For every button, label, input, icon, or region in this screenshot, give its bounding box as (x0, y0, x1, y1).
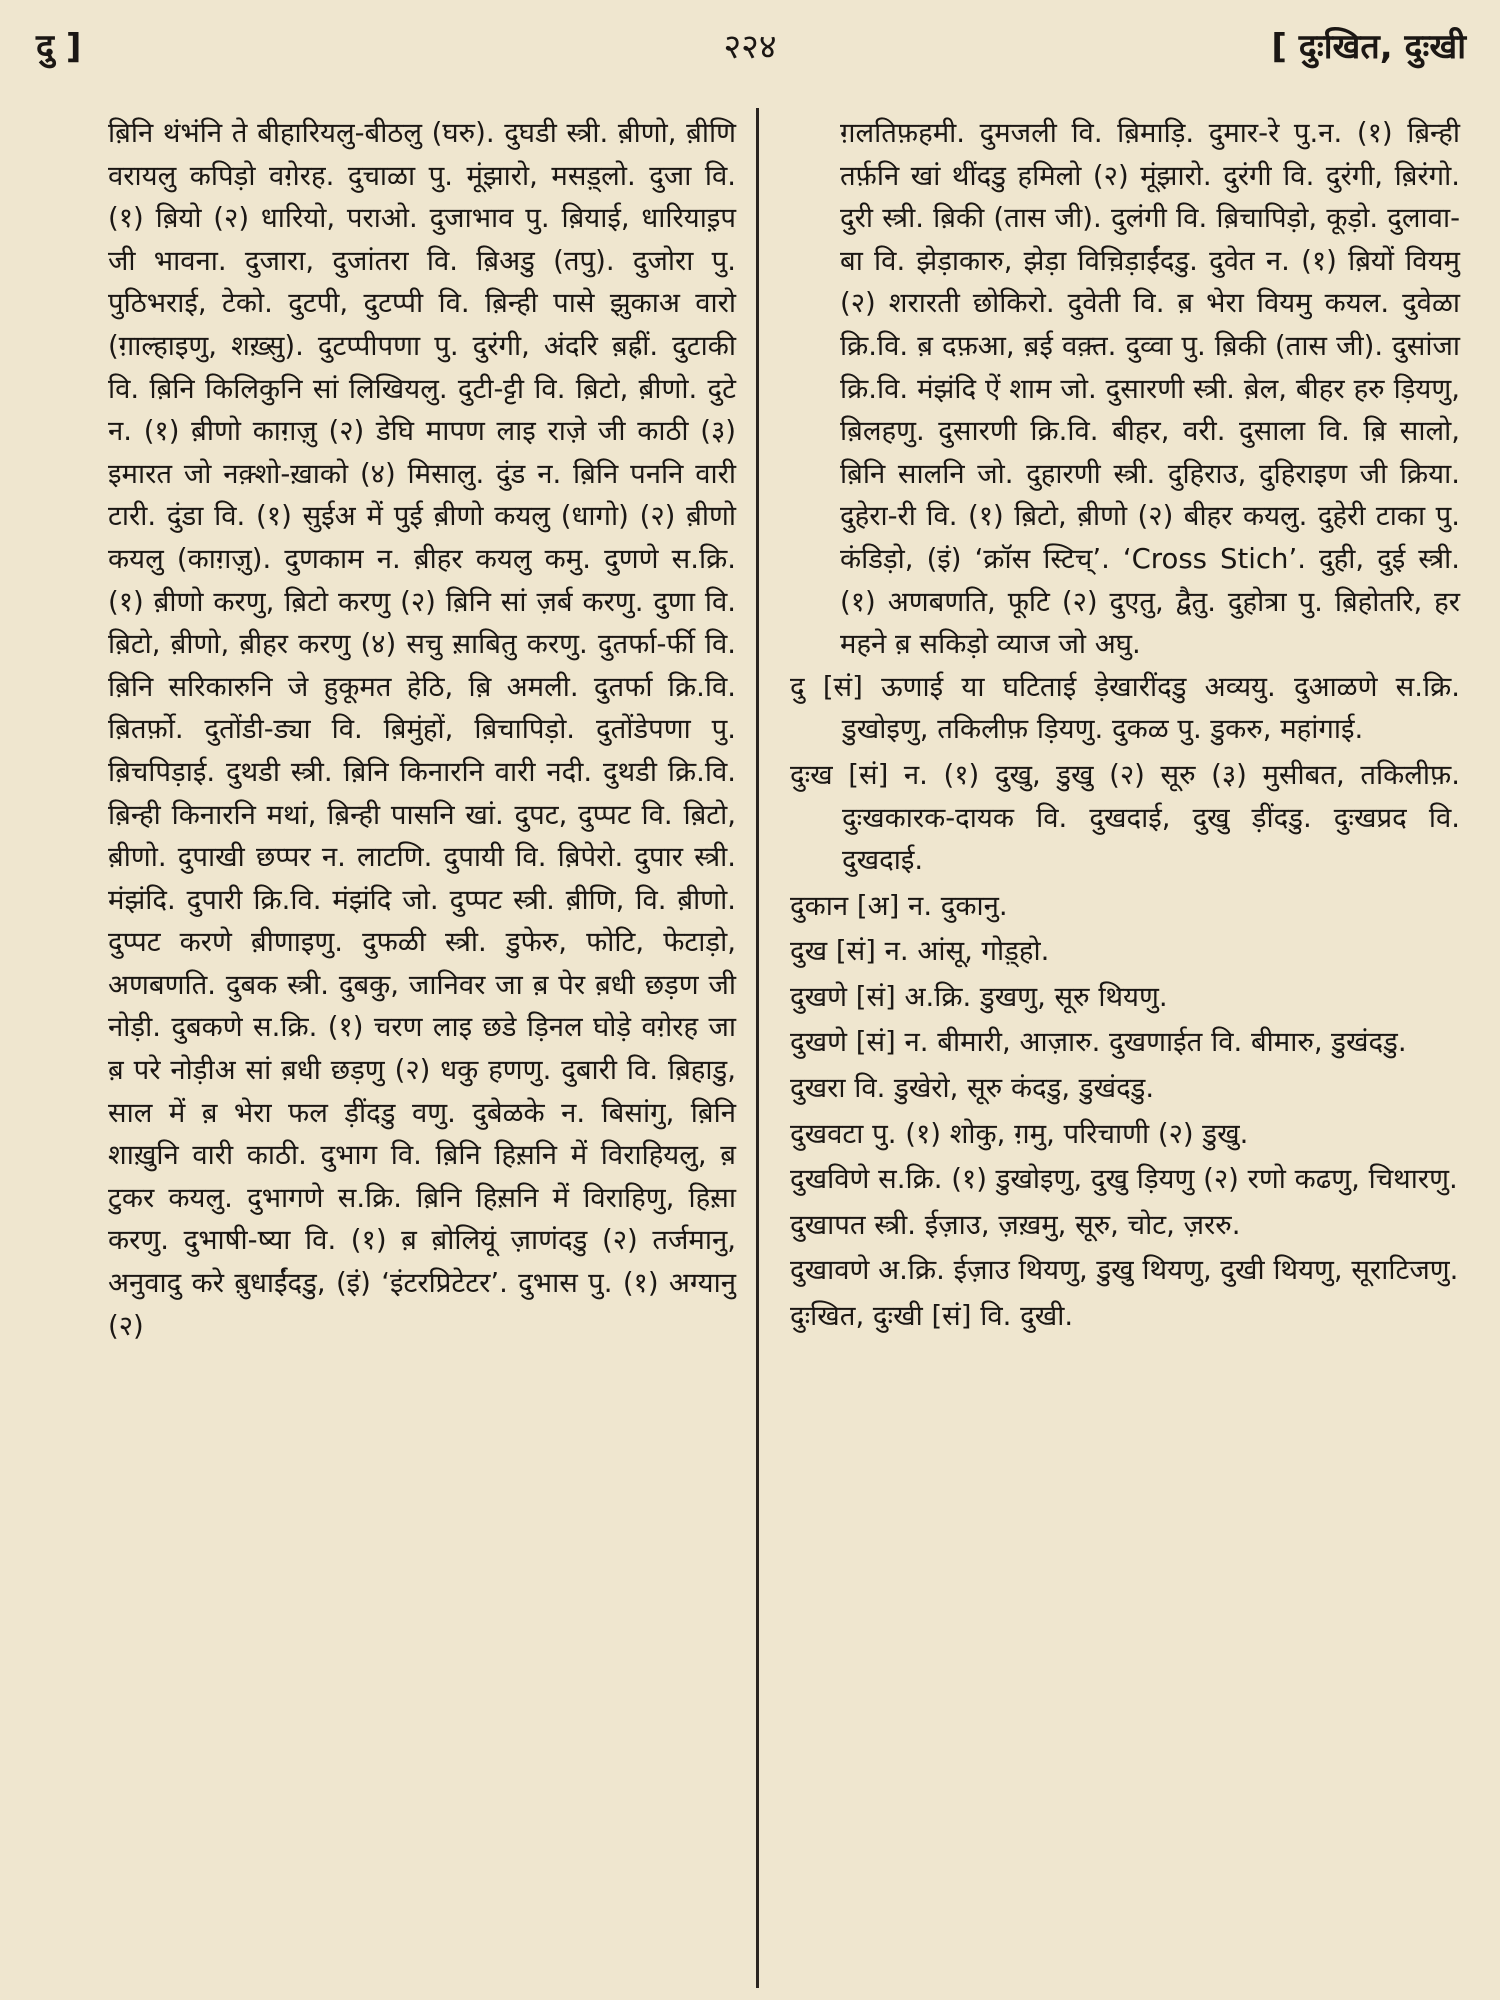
dictionary-entry: दुःख [सं] न. (१) दुखु, डुखु (२) सूरु (३) मुसीबत, तकिलीफ़. दुःखकारक-दायक वि. दुखदाई, दुखु ड़ींदडु. दुःखप्रद वि. दुखदाई. (790, 758, 1460, 877)
left-column (108, 112, 736, 1347)
header-left-guideword: दु ] (36, 27, 82, 67)
dictionary-entry: दु [सं] ऊणाई या घटिताई ड़ेखारींदडु अव्ययु. दुआळणे स.क्रि. डुखोइणु, तकिलीफ़ ड़ियणु. दुकळ पु. डुकरु, महांगाई. (790, 670, 1460, 746)
page-number: २२४ (723, 27, 777, 67)
dictionary-entry: दुखवटा पु. (१) शोकु, ग़मु, परिचाणी (२) डुखु. (790, 1117, 1249, 1150)
header-right-guideword: [ दुःखित, दुःखी (1271, 27, 1466, 67)
dictionary-entry: दुखापत स्त्री. ईज़ाउ, ज़ख़मु, सूरु, चोट, ज़ररु. (790, 1208, 1241, 1241)
dictionary-entry: दुखविणे स.क्रि. (१) डुखोइणु, दुखु ड़ियणु (२) रणो कढणु, चिथारणु. (790, 1163, 1458, 1196)
dictionary-entry: दुखणे [सं] न. बीमारी, आज़ारु. दुखणाईत वि. बीमारु, डुखंदडु. (790, 1026, 1407, 1059)
dictionary-entry: दुख [सं] न. आंसू, गोड़्हो. (790, 935, 1050, 968)
right-column-continuation: ग़लतिफ़हमी. दुमजली वि. ब़िमाड़ि. दुमार-रे पु.न. (१) ब़िन्ही तर्फ़नि खां थींदडु हमिलो (२) मूंझारो. दुरंगी वि. दुरंगी, ब़िरंगो. दुरी स्त्री. ब़िकी (तास जी). दुलंगी वि. ब़िचापिड़ो, कूड़ो. दुलावा-बा वि. झेड़ाकारु, झेड़ा विच़िड़ाईंदडु. दुवेत न. (१) ब़ियों वियमु (२) शरारती छोकिरो. दुवेती वि. ब़ भेरा वियमु कयल. दुवेळा क्रि.वि. ब़ दफ़आ, ब़ई वक़्त. दुव्वा पु. ब़िकी (तास जी). दुसांजा क्रि.वि. मंझंदि ऐं शाम जो. दुसारणी स्त्री. ब़ेल, बीहर हरु ड़ियणु, ब़िलहणु. दुसारणी क्रि.वि. बीहर, वरी. दुसाला वि. ब़ि सालो, ब़िनि सालनि जो. दुहारणी स्त्री. दुहिराउ, दुहिराइण जी क्रिया. दुहेरा-री वि. (१) ब़िटो, ब़ीणो (२) बीहर कयलु. दुहेरी टाका पु. कंडिड़ो, (इं) ‘क्रॉस स्टिच्’. ‘Cross Stich’. दुही, दुई स्त्री. (१) अणबणति, फूटि (२) दुएतु, द्वैतु. दुहोत्रा पु. ब़िहोतरि, हर महने ब़ सकिड़ो व्याज जो अघु. (840, 117, 1460, 661)
dictionary-entry: दुखावणे अ.क्रि. ईज़ाउ थियणु, डुखु थियणु, दुखी थियणु, सूराटिजणु. (790, 1254, 1459, 1287)
right-column (790, 112, 1460, 1341)
dictionary-entry: दुखरा वि. डुखेरो, सूरु कंदडु, डुखंदडु. (790, 1072, 1155, 1105)
dictionary-entry: दुकान [अ] न. दुकानु. (790, 889, 1008, 922)
dictionary-entry: दुखणे [सं] अ.क्रि. डुखणु, सूरु थियणु. (790, 980, 1168, 1013)
dictionary-entry: दुःखित, दुःखी [सं] वि. दुखी. (790, 1300, 1074, 1333)
left-column-text: ब़िनि थंभंनि ते बीहारियलु-बीठलु (घरु). दुघडी स्त्री. ब़ीणो, ब़ीणि वरायलु कपिड़ो वग़ेरह. दुचाळा पु. मूंझारो, मसड़्लो. दुजा वि. (१) ब़ियो (२) धारियो, पराओ. दुजाभाव पु. ब़ियाई, धारियाइ़प जी भावना. दुजारा, दुजांतरा वि. ब़िअडु (तपु). दुजोरा पु. पुठिभराई, टेको. दुटपी, दुटप्पी वि. ब़िन्ही पासे झुकाअ वारो (ग़ाल्हाइणु, शख़्सु). दुटप्पीपणा पु. दुरंगी, अंदरि ब़ह्रीं. दुटाकी वि. ब़िनि किलिकुनि सां लिखियलु. दुटी-ट्टी वि. ब़िटो, ब़ीणो. दुटे न. (१) ब़ीणो काग़ज़ु (२) डेघि मापण लाइ राज़े जी काठी (३) इमारत जो नक़्शो-ख़ाको (४) मिसालु. दुंड न. ब़िनि पननि वारी टारी. दुंडा वि. (१) सुईअ में पुई ब़ीणो कयलु (धागो) (२) ब़ीणो कयलु (काग़ज़ु). दुणकाम न. ब़ीहर कयलु कमु. दुणणे स.क्रि. (१) ब़ीणो करणु, ब़िटो करणु (२) ब़िनि सां ज़र्ब करणु. दुणा वि. ब़िटो, ब़ीणो, ब़ीहर करणु (४) सचु स़ाबितु करणु. दुतर्फा-र्फी वि. ब़िनि सरिकारुनि जे हुकूमत हेठि, ब़ि अमली. दुतर्फा क्रि.वि. ब़ितर्फ़ो. दुतोंडी-ड्या वि. ब़िमुंहों, ब़िचापिड़ो. दुतोंडेपणा पु. ब़िचपिड़ाई. दुथडी स्त्री. ब़िनि किनारनि वारी नदी. दुथडी क्रि.वि. ब़िन्ही किनारनि मथां, ब़िन्ही पासनि खां. दुपट, दुप्पट वि. ब़िटो, ब़ीणो. दुपाखी छप्पर न. लाटणि. दुपायी वि. ब़िपेरो. दुपार स्त्री. मंझंदि. दुपारी क्रि.वि. मंझंदि जो. दुप्पट स्त्री. ब़ीणि, वि. ब़ीणो. दुप्पट करणे ब़ीणाइणु. दुफळी स्त्री. डुफेरु, फोटि, फेटाड़ो, अणबणति. दुबक स्त्री. दुबकु, जानिवर जा ब़ पेर ब़धी छड़ण जी नोड़ी. दुबकणे स.क्रि. (१) चरण लाइ छडे ड़िनल घोड़े वग़ेरह जा ब़ परे नोड़ीअ सां ब़धी छड़णु (२) धकु हणणु. दुबारी वि. ब़िहाडु, साल में ब़ भेरा फल ड़ींदडु वणु. दुबेळके न. बिसांगु, ब़िनि शाख़ुनि वारी काठी. दुभाग वि. ब़िनि हिस़नि में विराहियलु, ब़ टुकर कयलु. दुभागणे स.क्रि. ब़िनि हिस़नि में विराहिणु, हिस़ा करणु. दुभाषी-ष्या वि. (१) ब़ ब़ोलियूं ज़ाणंदडु (२) तर्जमानु, अनुवादु करे ब़ुधाईंदडु, (इं) ‘इंटरप्रिटेटर’. दुभास पु. (१) अग्यानु (२) (108, 117, 736, 1342)
column-divider (756, 108, 759, 1988)
